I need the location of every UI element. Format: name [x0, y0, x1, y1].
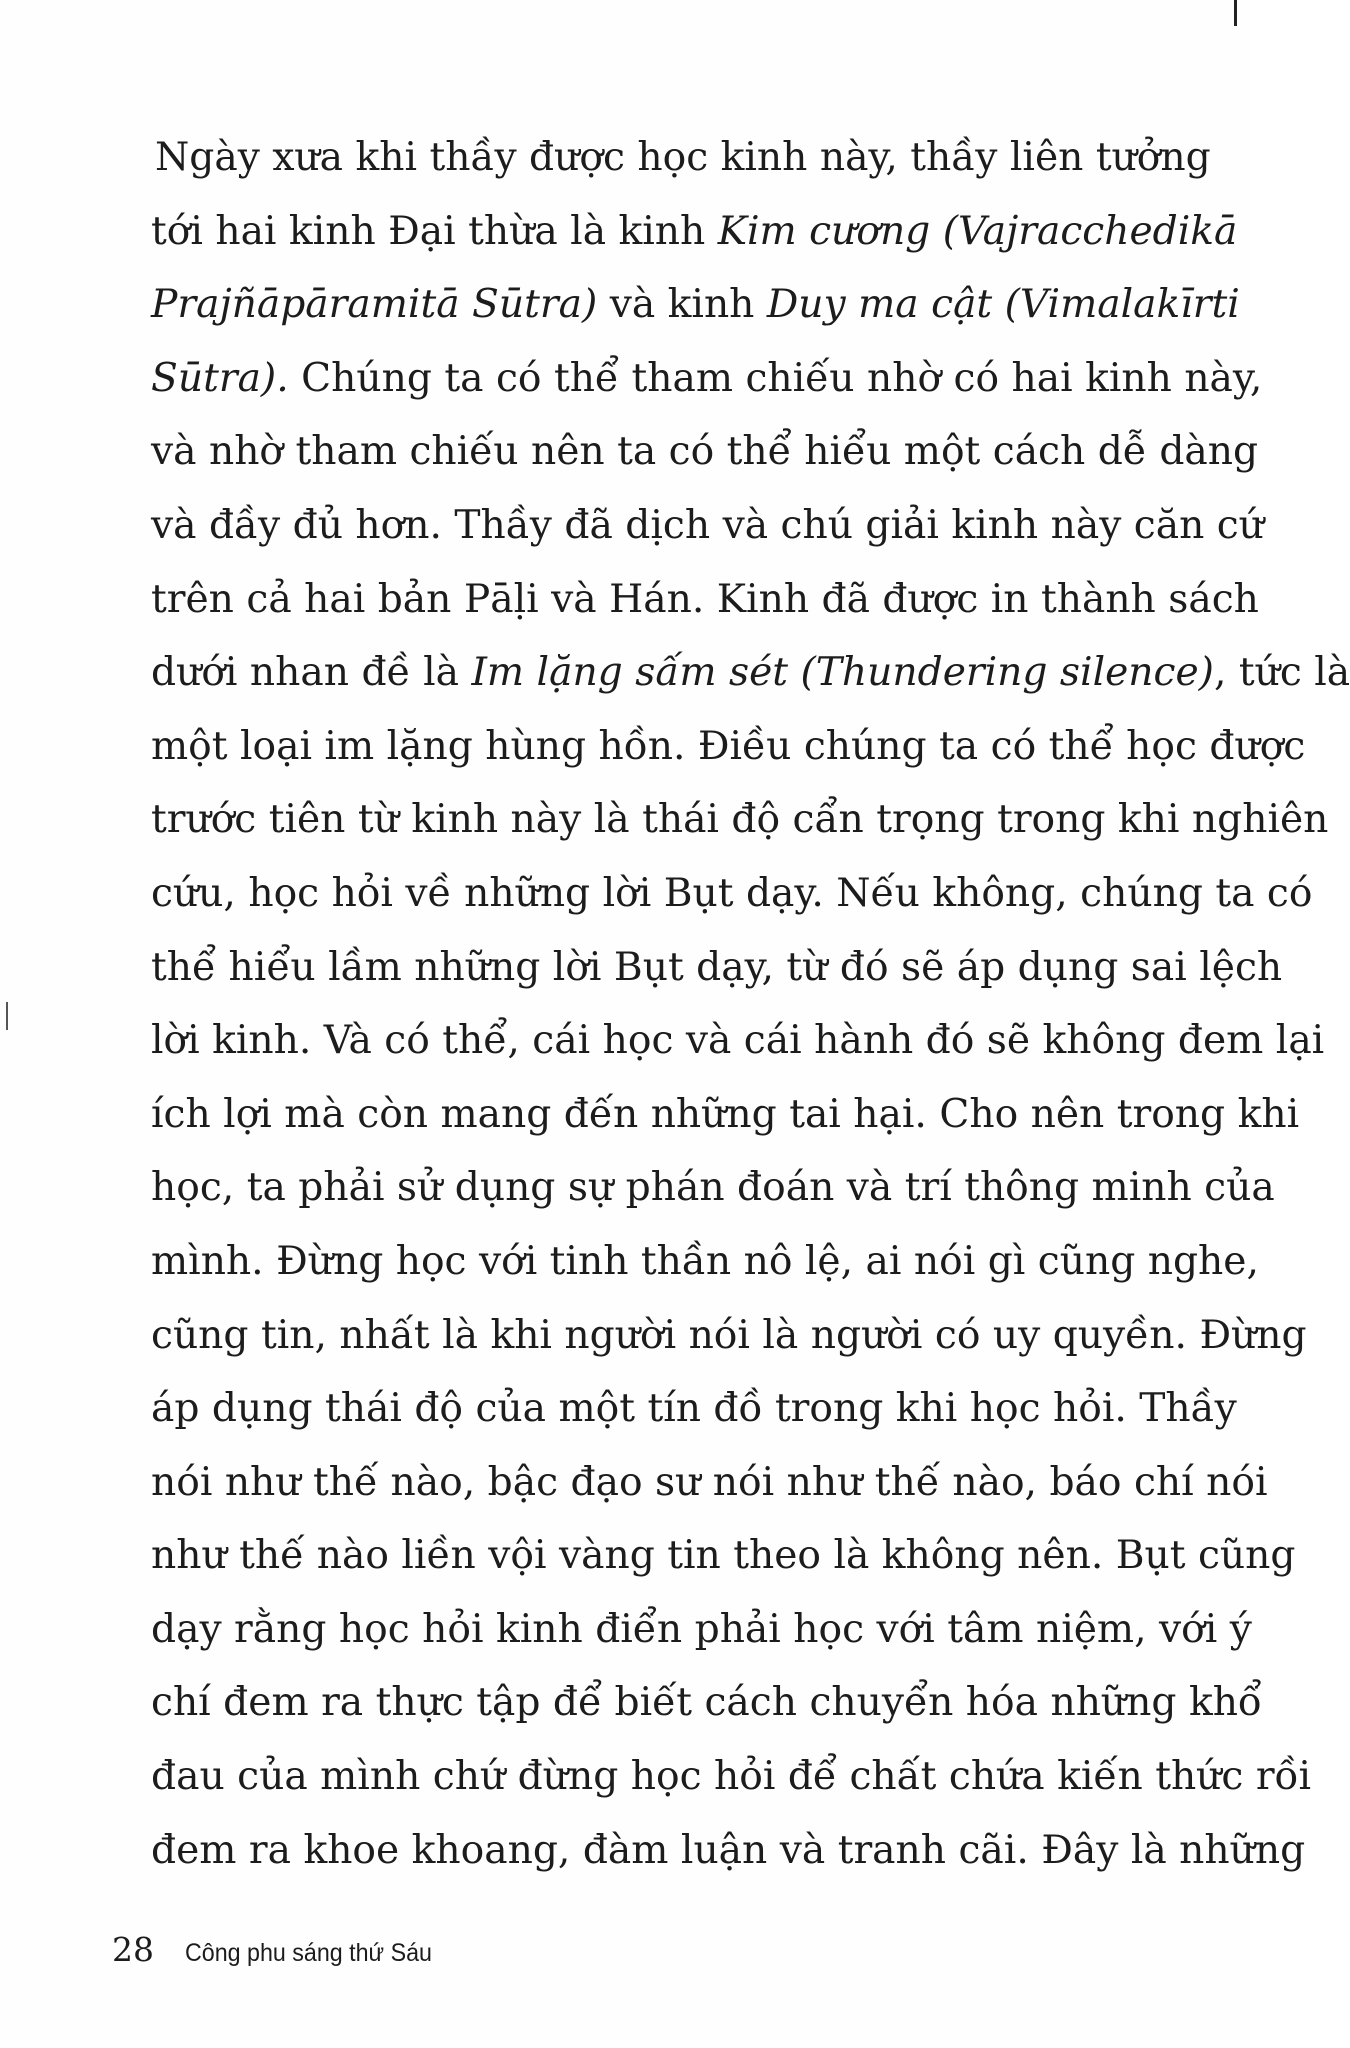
text-line — [151, 489, 1264, 563]
text-line — [151, 1446, 1268, 1520]
text-line — [151, 563, 1259, 637]
text-line — [151, 710, 1306, 784]
text-segment: trên cả hai bản Pāḷi và Hán. Kinh đã được in thành sách — [151, 576, 1259, 622]
text-segment: một loại im lặng hùng hồn. Điều chúng ta có thể học được — [151, 723, 1306, 769]
text-line — [151, 1372, 1237, 1446]
text-line — [151, 195, 1238, 269]
text-segment: trước tiên từ kinh này là thái độ cẩn trọng trong khi nghiên — [151, 797, 1329, 843]
text-line — [151, 342, 1263, 416]
text-segment: Ngày xưa khi thầy được học kinh này, thầy liên tưởng — [155, 135, 1211, 180]
text-segment: áp dụng thái độ của một tín đồ trong khi học hỏi. Thầy — [151, 1386, 1237, 1432]
text-line — [151, 1225, 1259, 1299]
text-line — [151, 1593, 1252, 1667]
text-line — [151, 268, 1240, 342]
italic-title-text: Duy ma cật (Vimalakīrti — [766, 282, 1240, 328]
text-line — [151, 783, 1329, 857]
text-segment: Chúng ta có thể tham chiếu nhờ có hai kinh này, — [288, 355, 1263, 401]
text-line — [151, 1814, 1306, 1888]
text-line — [151, 1078, 1300, 1152]
text-segment: như thế nào liền vội vàng tin theo là không nên. Bụt cũng — [151, 1533, 1296, 1579]
text-line — [151, 636, 1350, 710]
text-line — [151, 415, 1259, 489]
text-segment: đau của mình chứ đừng học hỏi để chất chứa kiến thức rồi — [151, 1754, 1312, 1800]
text-line — [151, 1666, 1262, 1740]
text-line — [151, 121, 1211, 195]
text-segment: dạy rằng học hỏi kinh điển phải học với tâm niệm, với ý — [151, 1606, 1252, 1652]
text-segment: lời kinh. Và có thể, cái học và cái hành đó sẽ không đem lại — [151, 1018, 1325, 1064]
text-segment: nói như thế nào, bậc đạo sư nói như thế nào, báo chí nói — [151, 1459, 1268, 1505]
margin-mark — [6, 1002, 8, 1030]
text-segment: và kinh — [597, 282, 767, 328]
text-segment: chí đem ra thực tập để biết cách chuyển hóa những khổ — [151, 1680, 1262, 1726]
page-edge-mark — [1234, 0, 1237, 26]
text-segment: dưới nhan đề là — [151, 650, 472, 696]
text-line — [151, 1004, 1325, 1078]
text-segment: và đầy đủ hơn. Thầy đã dịch và chú giải kinh này căn cứ — [151, 502, 1264, 548]
text-segment: cứu, học hỏi về những lời Bụt dạy. Nếu không, chúng ta có — [151, 870, 1313, 916]
text-segment: cũng tin, nhất là khi người nói là người có uy quyền. Đừng — [151, 1312, 1307, 1358]
text-line — [151, 1519, 1296, 1593]
text-segment: ích lợi mà còn mang đến những tai hại. Cho nên trong khi — [151, 1091, 1300, 1137]
text-line — [151, 1740, 1312, 1814]
text-segment: mình. Đừng học với tinh thần nô lệ, ai nói gì cũng nghe, — [151, 1238, 1259, 1284]
text-line — [151, 931, 1283, 1005]
page-number: 28 — [112, 1930, 154, 1969]
text-line — [151, 1299, 1307, 1373]
text-segment: , tức là — [1213, 650, 1350, 696]
text-segment: và nhờ tham chiếu nên ta có thể hiểu một cách dễ dàng — [151, 429, 1259, 475]
text-segment: tới hai kinh Đại thừa là kinh — [151, 208, 718, 254]
body-paragraph — [151, 121, 1350, 1887]
page-footer — [112, 1930, 451, 1970]
text-line — [151, 857, 1313, 931]
italic-title-text: Kim cương (Vajracchedikā — [717, 208, 1238, 254]
text-segment: học, ta phải sử dụng sự phán đoán và trí thông minh của — [151, 1165, 1275, 1211]
running-title: Công phu sáng thứ Sáu — [185, 1939, 432, 1967]
text-line — [151, 1151, 1275, 1225]
italic-title-text: Prajñāpāramitā Sūtra) — [151, 282, 598, 328]
italic-title-text: Sūtra). — [151, 355, 289, 401]
text-segment: đem ra khoe khoang, đàm luận và tranh cãi. Đây là những — [151, 1827, 1306, 1873]
text-segment: thể hiểu lầm những lời Bụt dạy, từ đó sẽ áp dụng sai lệch — [151, 944, 1283, 990]
italic-title-text: Im lặng sấm sét (Thundering silence) — [471, 650, 1214, 696]
